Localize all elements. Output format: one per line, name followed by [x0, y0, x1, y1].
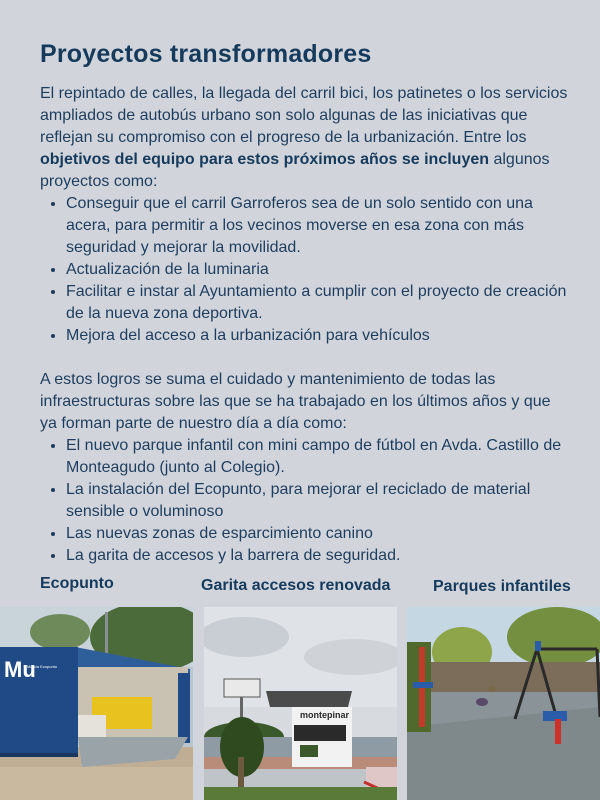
list-item: • Actualización de la luminaria: [66, 259, 568, 281]
parques-photo: [407, 607, 600, 800]
goals-list: [40, 193, 568, 347]
list-item: • La garita de accesos y la barrera de seguridad.: [66, 545, 568, 567]
intro-bold-text: objetivos del equipo para estos próximos años se incluyen: [40, 151, 490, 168]
intro-text-start: El repintado de calles, la llegada del carril bici, los patinetes o los servicios ampliados de autobús urbano son solo algunas de las iniciativas que reflejan su compromiso con el progreso de la urbanización. Entre los: [40, 85, 568, 146]
caption-ecopunto: Ecopunto: [40, 575, 114, 592]
intro-paragraph: [40, 83, 568, 193]
page-title: Proyectos transformadores: [40, 40, 372, 68]
ecopunto-sign-small: Murcia Ecopunto: [27, 664, 58, 669]
caption-garita: Garita accesos renovada: [201, 577, 391, 594]
list-item: • Conseguir que el carril Garroferos sea de un solo sentido con una acera, para permitir a los vecinos moverse en esa zona con más seguridad y mejorar la movilidad.: [66, 193, 568, 259]
list-item: • La instalación del Ecopunto, para mejorar el reciclado de material sensible o voluminoso: [66, 479, 568, 523]
garita-sign: montepinar: [300, 710, 350, 720]
ecopunto-photo: [0, 607, 193, 800]
caption-parques: Parques infantiles: [433, 578, 571, 595]
achievements-paragraph: A estos logros se suma el cuidado y mantenimiento de todas las infraestructuras sobre las que se ha trabajado en los últimos años y que ya forman parte de nuestro día a día como:: [40, 371, 551, 432]
photo-captions: [0, 574, 600, 604]
article: [40, 40, 568, 567]
list-item: • El nuevo parque infantil con mini campo de fútbol en Avda. Castillo de Monteagudo (junto al Colegio).: [66, 435, 568, 479]
garita-photo: [204, 607, 397, 800]
intro-text-end: algunos proyectos como:: [40, 151, 550, 190]
list-item: • Mejora del acceso a la urbanización para vehículos: [66, 325, 568, 347]
achievements-list: [40, 435, 568, 567]
list-item: • Las nuevas zonas de esparcimiento canino: [66, 523, 568, 545]
ecopunto-sign: Mu: [4, 657, 36, 682]
list-item: • Facilitar e instar al Ayuntamiento a cumplir con el proyecto de creación de la nueva zona deportiva.: [66, 281, 568, 325]
